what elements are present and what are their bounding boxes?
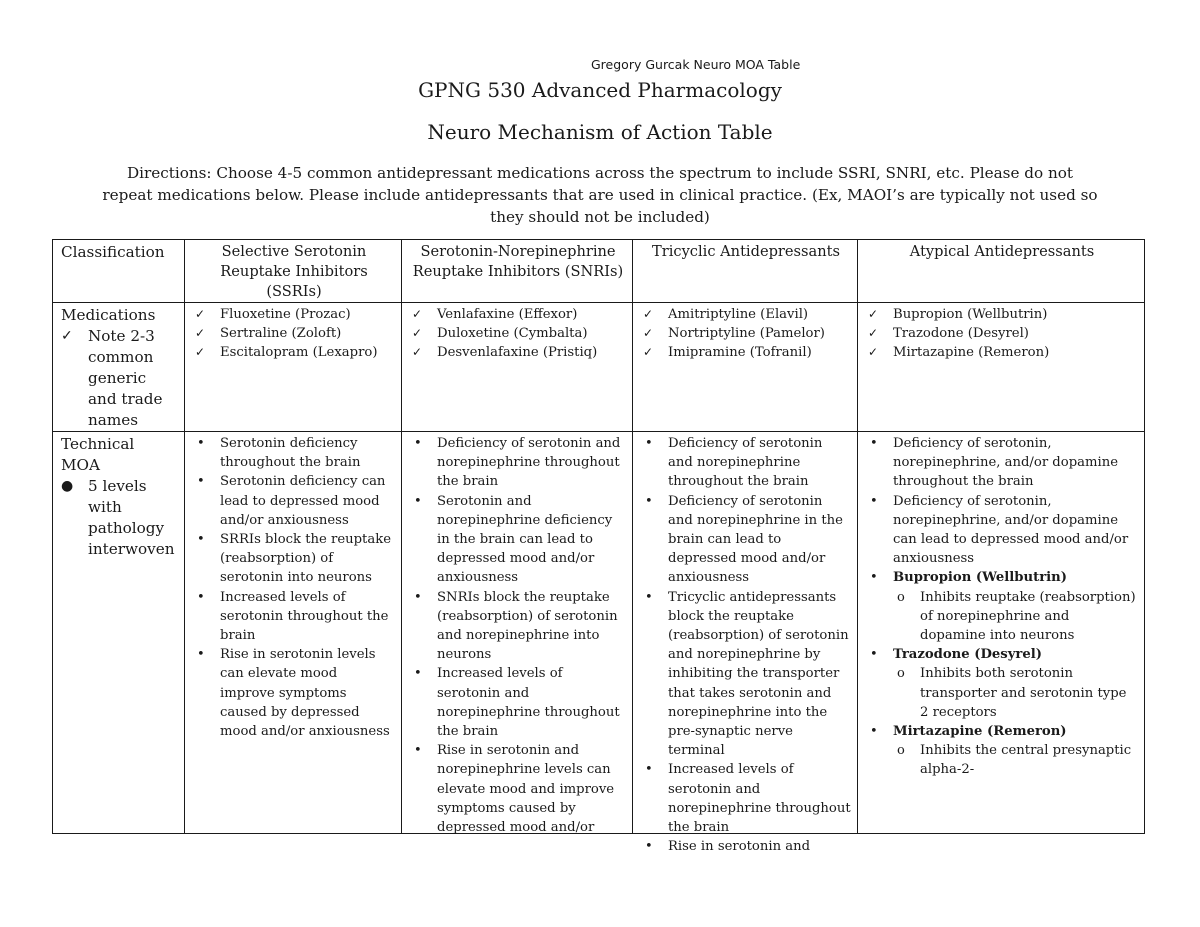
moa-label-cell bbox=[53, 432, 185, 834]
drug-item-mirtazapine: • Mirtazapine (Remeron) o Inhibits the central presynaptic alpha-2- bbox=[866, 722, 1138, 780]
checkmark-icon: ✓ bbox=[412, 345, 423, 360]
list-item: • Serotonin deficiency can lead to depressed mood and/or anxiousness bbox=[197, 474, 386, 528]
checkmark-icon: ✓ bbox=[643, 345, 654, 360]
list-item: • Increased levels of serotonin and norepinephrine throughout the brain bbox=[414, 666, 620, 740]
header-ssri: Selective Serotonin Reuptake Inhibitors (SSRIs) bbox=[185, 240, 402, 303]
bullet-icon: • bbox=[645, 589, 653, 605]
medications-row bbox=[53, 303, 1145, 432]
moa-label: Technical MOA bbox=[61, 435, 135, 474]
checkmark-icon: ✓ bbox=[868, 345, 879, 360]
list-item: • Rise in serotonin and bbox=[641, 837, 851, 856]
checkmark-icon: ✓ bbox=[868, 307, 879, 321]
bullet-icon: • bbox=[414, 493, 422, 509]
table-header-row bbox=[53, 240, 1145, 303]
list-item: • Increased levels of serotonin and norepinephrine throughout the brain bbox=[645, 762, 851, 836]
header-atypical: Atypical Antidepressants bbox=[858, 240, 1145, 303]
snri-moa-cell bbox=[402, 432, 633, 834]
drug-detail: o Inhibits both serotonin transporter and serotonin type 2 receptors bbox=[897, 666, 1127, 720]
list-item: • SRRIs block the reuptake (reabsorption) of serotonin into neurons bbox=[197, 532, 392, 586]
bullet-icon: • bbox=[645, 436, 653, 451]
bullet-icon: • bbox=[645, 762, 653, 778]
drug-item-trazodone: • Trazodone (Desyrel) o Inhibits both serotonin transporter and serotonin type 2 receptors bbox=[866, 645, 1138, 722]
list-item: ✓ Nortriptyline (Pamelor) bbox=[641, 324, 851, 343]
document-header-name: Gregory Gurcak Neuro MOA Table bbox=[591, 57, 801, 72]
checkmark-icon: ✓ bbox=[643, 326, 654, 341]
checkmark-icon: ✓ bbox=[195, 326, 206, 341]
checkmark-icon: ✓ bbox=[643, 307, 654, 321]
technical-moa-row bbox=[53, 432, 1145, 834]
bullet-icon: • bbox=[414, 436, 422, 451]
atypical-moa-cell bbox=[858, 432, 1145, 834]
bullet-icon: • bbox=[645, 493, 653, 509]
list-item: ✓ Trazodone (Desyrel) bbox=[866, 324, 1138, 343]
tca-medications-cell bbox=[633, 303, 858, 432]
list-item: • Deficiency of serotonin and norepinephrine throughout the brain bbox=[645, 436, 823, 490]
bullet-icon: • bbox=[414, 589, 422, 605]
medications-note: ✓ Note 2-3 common generic and trade names bbox=[61, 327, 163, 429]
list-item: ✓ Amitriptyline (Elavil) bbox=[641, 305, 851, 324]
document-title: GPNG 530 Advanced Pharmacology bbox=[418, 78, 782, 102]
bullet-icon: • bbox=[197, 647, 205, 663]
bullet-icon: • bbox=[870, 724, 878, 740]
list-item: ✓ Bupropion (Wellbutrin) bbox=[866, 305, 1138, 324]
list-item: • Deficiency of serotonin, norepinephrine, and/or dopamine can lead to depressed mood and/or anxiousness bbox=[870, 493, 1129, 567]
bullet-icon: • bbox=[197, 589, 205, 605]
medications-label: Medications bbox=[61, 306, 156, 324]
checkmark-icon: ✓ bbox=[412, 326, 423, 341]
bullet-icon: • bbox=[870, 493, 878, 509]
circle-bullet-icon: o bbox=[897, 743, 905, 759]
bullet-icon: • bbox=[414, 666, 422, 682]
list-item: • Deficiency of serotonin, norepinephrine, and/or dopamine throughout the brain bbox=[870, 436, 1119, 490]
drug-item-bupropion: • Bupropion (Wellbutrin) o Inhibits reuptake (reabsorption) of norepinephrine and dopamine into neurons bbox=[866, 568, 1138, 645]
list-item: • Rise in serotonin and norepinephrine levels can elevate mood and improve symptoms caused by depressed mood and/or bbox=[414, 743, 615, 836]
tca-moa-cell bbox=[633, 432, 858, 855]
list-item: • Serotonin and norepinephrine deficiency in the brain can lead to depressed mood and/or anxiousness bbox=[414, 493, 613, 586]
ssri-medications-cell bbox=[185, 303, 402, 432]
list-item: • Deficiency of serotonin and norepinephrine in the brain can lead to depressed mood and/or anxiousness bbox=[645, 493, 843, 586]
list-item: • Tricyclic antidepressants block the reuptake (reabsorption) of serotonin and norepinephrine by inhibiting the transporter that takes serotonin and norepinephrine into the pre-synaptic nerve terminal bbox=[645, 589, 849, 759]
header-classification: Classification bbox=[53, 240, 185, 303]
list-item: ✓ Sertraline (Zoloft) bbox=[193, 324, 395, 343]
checkmark-icon: ✓ bbox=[195, 307, 206, 321]
moa-note: ● 5 levels with pathology interwoven bbox=[61, 477, 175, 558]
bullet-icon: • bbox=[197, 436, 205, 451]
bullet-icon: • bbox=[870, 436, 878, 451]
header-tca: Tricyclic Antidepressants bbox=[633, 240, 858, 303]
bullet-icon: • bbox=[414, 743, 422, 759]
drug-detail: o Inhibits reuptake (reabsorption) of norepinephrine and dopamine into neurons bbox=[897, 589, 1136, 644]
snri-medications-cell bbox=[402, 303, 633, 432]
list-item: • Deficiency of serotonin and norepinephrine throughout the brain bbox=[414, 436, 621, 490]
circle-bullet-icon: o bbox=[897, 666, 905, 682]
bullet-icon: • bbox=[870, 570, 878, 586]
list-item: ✓ Fluoxetine (Prozac) bbox=[193, 305, 395, 324]
checkmark-icon: ✓ bbox=[195, 345, 206, 360]
bullet-icon: • bbox=[197, 532, 205, 548]
list-item: • Rise in serotonin levels can elevate mood improve symptoms caused by depressed mood and/or anxiousness bbox=[197, 647, 390, 740]
list-item: ✓ Escitalopram (Lexapro) bbox=[193, 343, 395, 362]
medications-label-cell bbox=[53, 303, 185, 432]
list-item: • SNRIs block the reuptake (reabsorption) of serotonin and norepinephrine into neurons bbox=[414, 589, 618, 663]
circle-bullet-icon: o bbox=[897, 589, 905, 605]
list-item: ✓ Mirtazapine (Remeron) bbox=[866, 343, 1138, 362]
list-item: ✓ Desvenlafaxine (Pristiq) bbox=[410, 343, 626, 362]
checkmark-icon: ✓ bbox=[61, 328, 73, 344]
atypical-medications-cell bbox=[858, 303, 1145, 432]
list-item: • Increased levels of serotonin throughout the brain bbox=[197, 589, 389, 644]
bullet-icon: ● bbox=[61, 478, 74, 494]
bullet-icon: • bbox=[645, 839, 653, 855]
list-item: • Serotonin deficiency throughout the brain bbox=[197, 436, 361, 471]
checkmark-icon: ✓ bbox=[868, 326, 879, 341]
ssri-moa-cell bbox=[185, 432, 402, 834]
document-subtitle: Neuro Mechanism of Action Table bbox=[427, 120, 773, 144]
bullet-icon: • bbox=[870, 647, 878, 663]
directions-text: Directions: Choose 4-5 common antidepressant medications across the spectrum to include SSRI, SNRI, etc. Please do not repeat medications below. Please include antidepressants that are used in clinical practice. (Ex, MAOI’s are typically not used so they should not be included) bbox=[102, 164, 1098, 226]
list-item: ✓ Imipramine (Tofranil) bbox=[641, 343, 851, 362]
checkmark-icon: ✓ bbox=[412, 307, 423, 321]
header-snri: Serotonin-Norepinephrine Reuptake Inhibitors (SNRIs) bbox=[402, 240, 633, 303]
moa-table bbox=[52, 239, 1145, 855]
bullet-icon: • bbox=[197, 474, 205, 490]
list-item: ✓ Duloxetine (Cymbalta) bbox=[410, 324, 626, 343]
drug-detail: o Inhibits the central presynaptic alpha-2- bbox=[897, 743, 1132, 778]
list-item: ✓ Venlafaxine (Effexor) bbox=[410, 305, 626, 324]
